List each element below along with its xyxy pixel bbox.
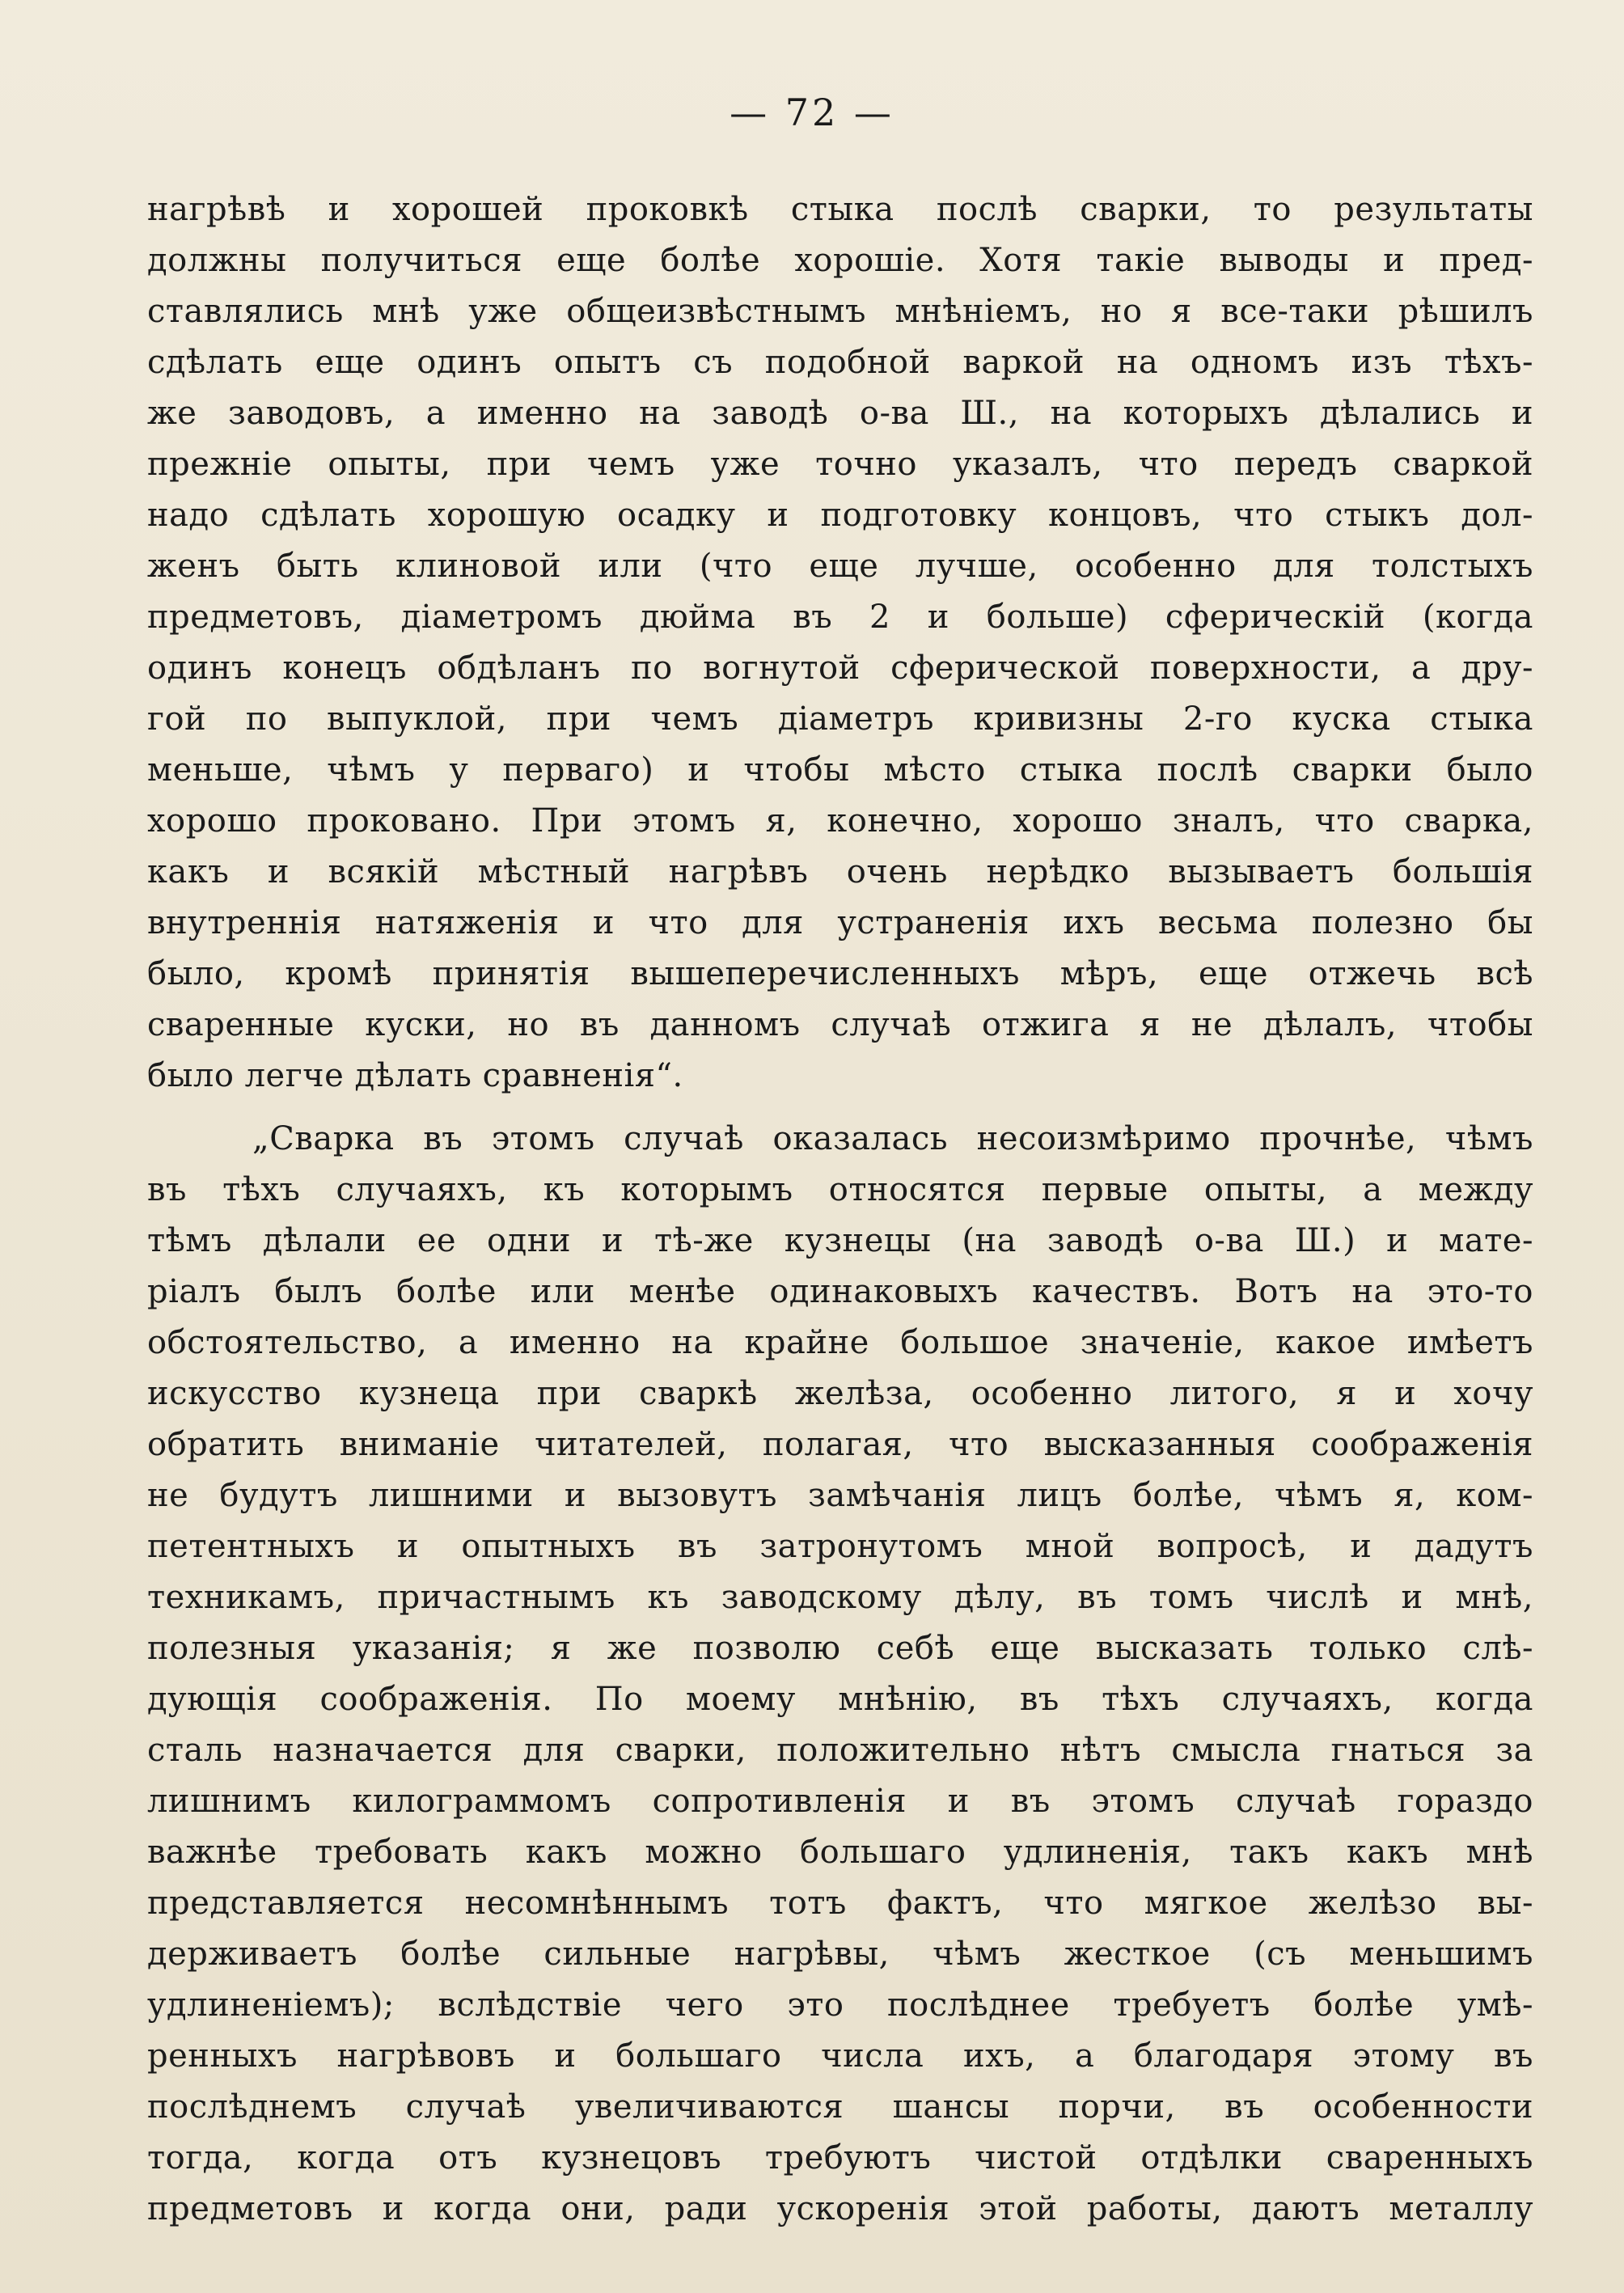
paragraph-2 xyxy=(147,1114,1533,2235)
text-line: тогда, когда отъ кузнецовъ требуютъ чистой отдѣлки сваренныхъ xyxy=(147,2139,1533,2177)
text-line: полезныя указанія; я же позволю себѣ еще высказать только слѣ- xyxy=(147,1630,1533,1667)
text-line: ренныхъ нагрѣвовъ и большаго числа ихъ, а благодаря этому въ xyxy=(147,2037,1533,2075)
text-line: нагрѣвѣ и хорошей проковкѣ стыка послѣ сварки, то результаты xyxy=(147,191,1533,228)
text-line: представляется несомнѣннымъ тотъ фактъ, что мягкое желѣзо вы- xyxy=(147,1885,1533,1922)
text-line: удлиненіемъ); вслѣдствіе чего это послѣднее требуетъ болѣе умѣ- xyxy=(147,1986,1533,2024)
text-line: гой по выпуклой, при чемъ діаметръ кривизны 2-го куска стыка xyxy=(147,700,1533,738)
text-line: предметовъ и когда они, ради ускоренія этой работы, даютъ металлу xyxy=(147,2190,1533,2227)
text-line: обстоятельство, а именно на крайне большое значеніе, какое имѣетъ xyxy=(147,1324,1533,1361)
text-line: же заводовъ, а именно на заводѣ о-ва Ш., на которыхъ дѣлались и xyxy=(147,395,1533,432)
text-line: лишнимъ килограммомъ сопротивленія и въ этомъ случаѣ гораздо xyxy=(147,1783,1533,1820)
text-line: петентныхъ и опытныхъ въ затронутомъ мной вопросѣ, и дадутъ xyxy=(147,1528,1533,1565)
text-line: внутреннія натяженія и что для устраненія ихъ весьма полезно бы xyxy=(147,904,1533,941)
text-line: одинъ конецъ обдѣланъ по вогнутой сферической поверхности, а дру- xyxy=(147,649,1533,687)
text-line: женъ быть клиновой или (что еще лучше, особенно для толстыхъ xyxy=(147,548,1533,585)
text-line: ставлялись мнѣ уже общеизвѣстнымъ мнѣніемъ, но я все-таки рѣшилъ xyxy=(147,293,1533,330)
text-line: сталь назначается для сварки, положительно нѣтъ смысла гнаться за xyxy=(147,1732,1533,1769)
page-number: — 72 — xyxy=(730,91,894,134)
text-line: должны получиться еще болѣе хорошіе. Хотя такіе выводы и пред- xyxy=(147,242,1533,279)
text-line: сваренные куски, но въ данномъ случаѣ отжига я не дѣлалъ, чтобы xyxy=(147,1006,1533,1043)
text-line: обратить вниманіе читателей, полагая, что высказанныя соображенія xyxy=(147,1426,1533,1463)
text-line: держиваетъ болѣе сильные нагрѣвы, чѣмъ жесткое (съ меньшимъ xyxy=(147,1936,1533,1973)
text-line: какъ и всякій мѣстный нагрѣвъ очень нерѣдко вызываетъ большія xyxy=(147,853,1533,891)
text-line: хорошо проковано. При этомъ я, конечно, хорошо зналъ, что сварка, xyxy=(147,802,1533,840)
paragraph-1 xyxy=(147,184,1533,1102)
text-line: предметовъ, діаметромъ дюйма въ 2 и больше) сферическій (когда xyxy=(147,599,1533,636)
text-line: техникамъ, причастнымъ къ заводскому дѣлу, въ томъ числѣ и мнѣ, xyxy=(147,1579,1533,1616)
text-line: сдѣлать еще одинъ опытъ съ подобной варкой на одномъ изъ тѣхъ- xyxy=(147,344,1533,381)
text-line: важнѣе требовать какъ можно большаго удлиненія, такъ какъ мнѣ xyxy=(147,1834,1533,1871)
text-line: прежніе опыты, при чемъ уже точно указалъ, что передъ сваркой xyxy=(147,446,1533,483)
text-line: меньше, чѣмъ у перваго) и чтобы мѣсто стыка послѣ сварки было xyxy=(147,751,1533,789)
text-line: послѣднемъ случаѣ увеличиваются шансы порчи, въ особенности xyxy=(147,2088,1533,2126)
text-line: было легче дѣлать сравненія“. xyxy=(147,1057,683,1094)
text-line: въ тѣхъ случаяхъ, къ которымъ относятся первые опыты, а между xyxy=(147,1171,1533,1208)
text-line: „Сварка въ этомъ случаѣ оказалась несоизмѣримо прочнѣе, чѣмъ xyxy=(252,1120,1533,1157)
text-line: тѣмъ дѣлали ее одни и тѣ-же кузнецы (на заводѣ о-ва Ш.) и мате- xyxy=(147,1222,1533,1259)
text-line: дующія соображенія. По моему мнѣнію, въ тѣхъ случаяхъ, когда xyxy=(147,1681,1533,1718)
text-line: надо сдѣлать хорошую осадку и подготовку концовъ, что стыкъ дол- xyxy=(147,497,1533,534)
text-line: не будутъ лишними и вызовутъ замѣчанія лицъ болѣе, чѣмъ я, ком- xyxy=(147,1477,1533,1514)
text-line: было, кромѣ принятія вышеперечисленныхъ мѣръ, еще отжечь всѣ xyxy=(147,955,1533,992)
text-line: ріалъ былъ болѣе или менѣе одинаковыхъ качествъ. Вотъ на это-то xyxy=(147,1273,1533,1310)
text-line: искусство кузнеца при сваркѣ желѣза, особенно литого, я и хочу xyxy=(147,1375,1533,1412)
